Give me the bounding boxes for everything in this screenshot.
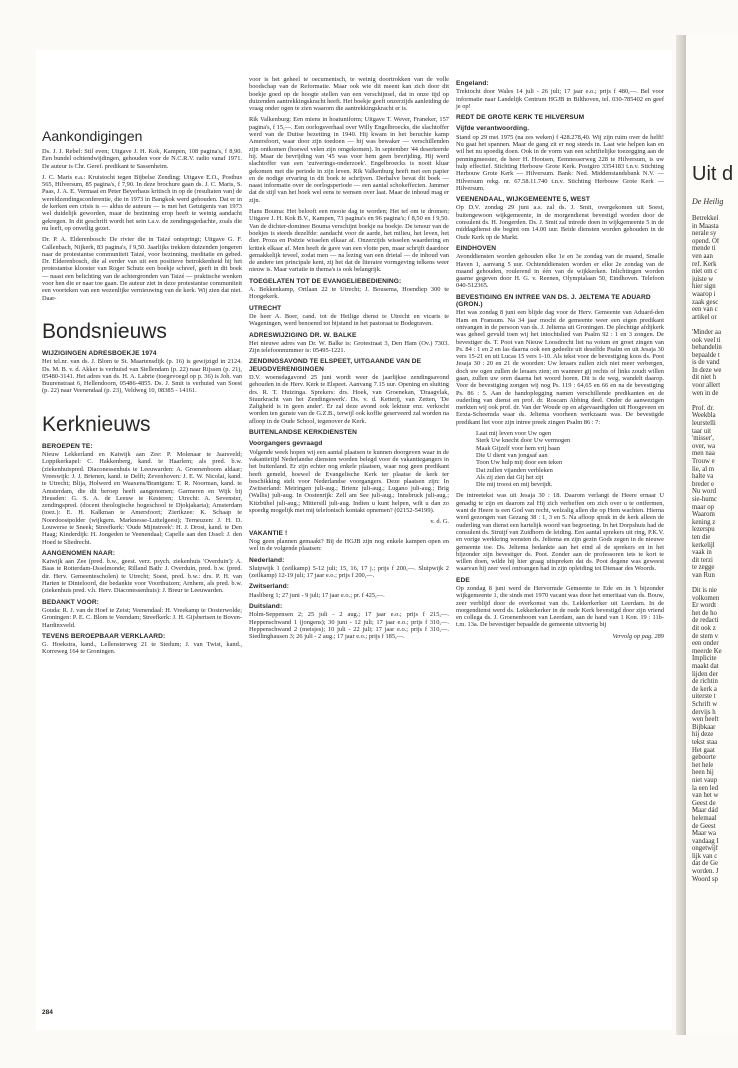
right-page-line: Maar wa xyxy=(692,830,716,838)
right-page-line: Dit is nie xyxy=(692,587,717,595)
right-page-line: Waarom xyxy=(692,511,715,519)
right-page-line: Weekbla xyxy=(692,412,716,420)
right-page-line: lijk van c xyxy=(692,852,718,860)
right-page-line: maar op xyxy=(692,503,715,511)
right-page-line: dit terzi xyxy=(692,556,713,564)
continued-note: Vervolg op pag. 289 xyxy=(612,632,664,640)
paragraph: Sluipwijk 1 (zeilkamp) 5-12 juli; 15, 16, 17 j.; prijs f 200,—. Sluipwijk 2 (zeilkamp) 12-19 juli; 17 jaar e.o.; prijs f 200,—. xyxy=(249,564,449,580)
right-page-line: dat de Ge xyxy=(692,860,719,868)
paragraph: De heer A. Boer, cand. tot de Heilige dienst te Utrecht en vicaris te Wageningen, werd benoemd tot bijstand in het pastoraat te Bodegraven. xyxy=(249,312,449,328)
paragraph: Het was zondag 8 juni een blijde dag voor de Herv. Gemeente van Aduard-den Ham en Fransum. Na 34 jaar mocht de gemeente weer een eigen predikant ontvangen in de persoon van ds. J. Jeltema uit Groningen. De plechtige afdijkerk was geheel gevuld toen wij het intochtslied van Psalm 92 : 1 en 3 zongen. De bevestiger ds. T. Poot van Nieuw Loosdrecht liet na votum en groet zingen van Ps. 84 : 1 en 2 en las daarna ook een gedeelte uit deselfde Psalm en uit Jesaja 30 vers 15-21 en uit Lucas 15 vers 1-10. Als tekst voor de bevestiging koos ds. Poot Jesaja 30 : 20 en 21 de woorden: Uw leraars zullen zich niet meer verbergen, doch uw ogen zullen de leraars zien; en wanneer gij rechts of links zoudt willen gaan, zullen uw oren daarna het woord horen. Dit is de weg, wandelt daarop. Voor de bevestiging zongen wij nog Ps. 119 : 64,65 en 66 en na de bevestiging Ps. 86 : 5. Aan de handoplegging namen verschillende predikanten en de ouderling van dienst en prof. dr. Roscam Abbing deel. Onder de aanwezigen merkten wij ook prof. dr. Van der Woude op en afgevaardigden uit Hoogeveen en Eexta-Scheemda waar ds. Jeltema voorheen werkzaam was. De bevestigde predikant liet voor zijn intree preek zingen Psalm 86 : 7: xyxy=(456,309,664,426)
right-page-line: hier sign xyxy=(692,283,716,291)
right-page-line: leurstelli xyxy=(692,420,716,428)
right-page-line: Het gaat xyxy=(692,746,715,754)
right-page-line: taar uit xyxy=(692,427,712,435)
paragraph: Op zondag 8 juni werd de Hervormde Gemeente te Ede en in 't bijzonder wijkgemeente 1, die sinds mei 1970 vacant was door het emeritaat van ds. Bouw, zeer verblijd door de overkomst van ds. Lekkerkerker uit Leerdam. In de morgendienst werd ds. Lekkerkerker in de oude Kerk bevestigd door zijn vriend en collega ds. J. Groenenboom van Leerdam, aan de hand van 1 Kon. 19 : 11b-t.m. 13a. De bevestiger bepaalde de gemeente uitvoerig bij xyxy=(456,585,664,629)
article-heading: VAKANTIE ! xyxy=(249,529,288,537)
column-1 xyxy=(42,128,242,660)
paragraph: Hasliberg 1; 27 juni - 9 juli; 17 jaar e.o.; pr. f 425,—. xyxy=(249,591,385,599)
paragraph: Ds. J. J. Rebel: Stil even; Uitgave J. H. Kok, Kampen, 108 pagina's, f 8,90. Een bundel ochtendwijdingen, gehouden voor de N.C.R.V. radio vanaf 1971. De auteur is Chr. Geref. predikant te Sassenheim. xyxy=(42,148,242,170)
paragraph: Hans Bouma: Het belooft een mooie dag te worden; Het tef om te dromen; Uitgave J. H. Kok B.V., Kampen, 73 pagina's en 96 pagina's; f 8,50 en f 9,50. Van de dichter-dominee Bouma verschijnt boekje na boekje. De tenour van de boekjes is steeds dezelfde: aandacht voor de aarde, het milieu, het leven, het dier. Proza en Poëzie wisselen elkaar af. Onzerzijds wisselen waardering en kritiek elkaar af. Men heeft de gave van een vlotte pen, maar schrijft daardoor gemakkelijk teveel, zodat men — na lezing van een drietal — de inhoud van de andere ten principale kent, zij het dat de literaire vormgeving telkens weer nieuw is. Maar variatie in thema's is ook belangrijk. xyxy=(249,208,449,274)
verse-line: Die U dient van jongsaf aan xyxy=(476,451,548,459)
right-page-line: maakt dat xyxy=(692,663,719,671)
right-page-line: Er wordt xyxy=(692,602,716,610)
right-page-line: worden. J xyxy=(692,868,719,876)
verse-line: Sterk Uw knecht door Uw vermogen xyxy=(476,437,571,445)
paragraph: G. Hoekstra, kand., Lellensterweg 21 te Stedum; J. van Twist, kand., Korreweg 164 te Groningen. xyxy=(42,641,242,656)
verse-line: Maak Gijzelf voor hem vrij baan xyxy=(476,444,560,452)
right-page-line: de redacti xyxy=(692,617,719,625)
right-page-line: behandelin xyxy=(692,344,722,352)
article-heading: BEDANKT VOOR: xyxy=(42,598,99,606)
verse-line: Die mij troost en mij bevrijdt. xyxy=(476,481,553,489)
right-page-line: ven aan xyxy=(692,252,713,260)
paragraph: J. C. Maris e.a.: Kruistocht tegen Bijbelse Zending; Uitgave E.O., Postbus 565, Hilversum, 85 pagina's, f 7,90. In deze brochure gaan ds. J. C. Maris, S. Paas, J. A. E. Vermaat en Peter Beyerhaus kritisch in op de (resultaten van) de wereldzendingsconferentie, die in 1973 in Bangkok werd gehouden. Dat er in de kerken een crisis is — aldus de auteurs — is met het Getuigenis van 1973 wel duidelijk geworden, maar de bezinning erop heeft te weinig aandacht gekregen. In dit geschrift wordt het sein t.a.v. de zendingsgedachte, zoals die nu leeft, op onveilig gezet. xyxy=(42,173,242,232)
right-page-line: een onder xyxy=(692,640,719,648)
paragraph: Stand op 29 mei 1975 (na zes weken) f 428.278,40. Wij zijn ruim over de helft! Nu gaat het spannen. Maar de gang zit er nog steeds in. Laat wie helpen kan en wil het nu spoedig doen. Ook in de vorm van een schriftelijke toezegging aan de penningmeester, de heer H. Hootsen, Eemnesserweg 228 te Hilversum, is uw hulp effectief. Stichting Herbouw Grote Kerk. Postgiro 3354183 t.n.v. Stichting Herbouw Grote Kerk — Hilversum. Bank: Ned. Middenstandsbank N.V. — Hilversum rekg. nr. 67.58.11.740 t.n.v. Stichting Herbouw Grote Kerk — Hilversum. xyxy=(456,133,664,192)
article-heading: Nederland: xyxy=(249,556,285,564)
right-page-line: uiterste t xyxy=(692,693,716,701)
right-page-line: lezerspu xyxy=(692,526,715,534)
right-page xyxy=(686,35,738,1035)
right-page-line: halte va xyxy=(692,473,714,481)
right-page-line: de kerk a xyxy=(692,685,717,693)
paragraph: De intreetekst was uit Jesaja 30 : 18. Daarom verlangt de Heere ernaar U genadig te zijn en daarom zal Hij zich verheffen om zich over u te ontfermen, want de Heere is een God van recht, welzalig allen die op Hem wachten. Hierna werd gezongen van Gezang 38 : 1, 3 en 5. Na afloop sprak in de kerk alleen de ouderling van dienst een hartelijk woord van begroeting. In het Dorpshuis had de consulent ds. Struijf van Zuidhorn de leiding. Een aantal sprekers uit ring, P.K.V. en vorige werkkring wensten ds. Jeltema en zijn gezin Gods zegen in de nieuwe gemeente toe. Ds. Jeltema bedankte aan het eind al de sprekers en in het bijzonder zijn bevestiger ds. Poot. Zonder aan de professoren iets te kort te willen doen, wilde hij hier graag uitspreken dat ds. Poot degene was geweest waarvan hij zeer veel ontvangen had in zijn opleiding tot Dienaar des Woords. xyxy=(456,492,664,573)
right-page-line: Implicite xyxy=(692,655,717,663)
paragraph: Avonddiensten worden gehouden elke 1e en 3e zondag van de maand, Smalle Haven 1, aanvang 5 uur. Ochtenddiensten worden er elke 2e zondag van de maand gehouden, roulerend in één van de wijkkerken. Inlichtingen worden gaarne gegeven door H. G. v. Reenen, Olympialaan 50, Eindhoven. Telefoon 040-512365. xyxy=(456,253,664,290)
right-page-line: het de ho xyxy=(692,609,717,617)
article-heading: REDT DE GROTE KERK TE HILVERSUM xyxy=(456,114,585,122)
section-heading: Kerknieuws xyxy=(42,412,151,436)
right-page-line: Trouw e xyxy=(692,458,715,465)
right-page-line: wen in de xyxy=(692,389,719,397)
article-heading: TOEGELATEN TOT DE EVANGELIEBEDIENING: xyxy=(249,277,402,285)
section-heading: Bondsnieuws xyxy=(42,319,167,343)
right-page-line: kerkelijl xyxy=(692,541,715,549)
verse-line: Dat zullen vijanden verbleken xyxy=(476,466,553,474)
paragraph: Op D.V. zondag 29 juni a.s. zal ds. J. Smit, overgekomen uit Soest, buitengewoon wijkgemeente, in de morgendienst bevestigd worden door de consulent ds. H. Jongerden. Ds. J. Smit zal intrede doen in wijkgemeente 5 in de middagdienst die begint om 14.00 uur. Beide diensten worden gehouden in de Oude Kerk op de Markt. xyxy=(456,204,664,241)
section-heading: Aankondigingen xyxy=(42,128,143,144)
right-page-line: Geest de xyxy=(692,799,716,807)
right-page-line: van Run xyxy=(692,571,715,579)
right-page-line: sie-humc xyxy=(692,495,717,503)
page-number: 284 xyxy=(42,1009,53,1016)
article-heading: ZENDINGSAVOND TE ELSPEET, UITGAANDE VAN DE JEUGDVERENIGINGEN xyxy=(249,358,422,373)
right-page-line: tekst staa xyxy=(692,738,718,746)
right-page-line: nerale sy xyxy=(692,230,717,238)
right-page-line: het hele xyxy=(692,761,714,769)
article-heading: Engeland: xyxy=(456,80,489,87)
article-heading: Vijfde verantwoording. xyxy=(456,125,530,133)
right-page-line: meerde Ke xyxy=(692,647,722,655)
right-page-line: waarop i xyxy=(692,290,716,298)
paragraph: Nog geen plannen gemaakt? Bij de HGJB zijn nog enkele kampen open en wel in de volgende plaatsen: xyxy=(249,537,449,553)
right-page-line: ten die xyxy=(692,533,711,541)
right-page-line: Bijbkaar xyxy=(692,723,716,731)
article-heading: BEROEPEN TE: xyxy=(42,442,93,450)
right-page-line: over, wa xyxy=(692,442,716,450)
right-page-line: Prof. dr. xyxy=(692,404,715,412)
article-heading: Voorgangers gevraagd xyxy=(249,440,323,448)
right-page-line: juiste w xyxy=(692,275,714,283)
right-page-line: van het w xyxy=(692,792,719,800)
right-page-line: hij deze xyxy=(692,731,714,739)
paragraph: Gouda: R. J. van de Hoef te Zeist; Veenendaal: H. Vreekamp te Oosterwolde; Groningen: P. E. C. Blom te Veendam; Streefkerk: J. H. Gijsbertsen te Boven-Hardinxveld. xyxy=(42,606,242,629)
article-heading: UTRECHT xyxy=(249,304,282,312)
right-page-line: volkomen xyxy=(692,594,720,602)
verse-line: Laat mij leven voor Uw ogen xyxy=(476,430,552,438)
right-page-line: Schrift w xyxy=(692,701,718,708)
paragraph: A. Bekkenkamp, Ortlaan 22 te Utrecht; J. Bousema, Hoendiep 300 te Hoogekerk. xyxy=(249,286,449,301)
paragraph: D.V. woensdagavond 25 juni wordt weer de jaarlijkse zendingsavond gehouden in de Herv. Kerk te Elspeet. Aanvang 7.15 uur. Opening en sluiting drs. R. T. Huizinga. Sprekers: drs. Hoek, van Groenekan, 'Draagvlak, Stuurkracht van het Zendingswerk'. Ds. v. d. Ketterij, van Zetten, 'De Zaligheid is in geen ander'. Er zal deze avond ook lektuur enz. verkocht worden ten gunste van de G.Z.B., terwijl ook koffie geserveerd zal worden na afloop in de Oude School, tegenover de Kerk. xyxy=(249,373,449,425)
right-page-line: 'Minder aa xyxy=(692,328,721,336)
article-heading: EINDHOVEN xyxy=(456,244,497,252)
right-page-line: een van c xyxy=(692,306,718,314)
right-page-line: 'misser', xyxy=(692,435,714,443)
right-page-line xyxy=(692,321,738,329)
paragraph: voor is het geheel te oecumenisch, te weinig doortrokken van de volle boodschap van de Reformatie. Maar ook wie dit meent kan zich door dit boekje goed op de hoogte stellen van een verschijnsel, dat in onze tijd op duizenden aantrekkingskracht heeft. Het boekje geeft onzerzijds aanleiding de vraag onder ogen te zien waarom die aantrekkingskracht er is. xyxy=(249,76,449,113)
right-page-line xyxy=(692,397,738,405)
article-heading: BEVESTIGING EN INTREE VAN DS. J. JELTEMA TE ADUARD (GRON.) xyxy=(456,293,651,309)
right-page-line: opend. Of xyxy=(692,237,720,245)
right-page-line: in Maasta xyxy=(692,222,719,230)
right-page-line: Maar dád xyxy=(692,807,718,815)
signature: v. d. G. xyxy=(430,518,449,526)
right-page-line: dervijs h xyxy=(692,708,716,716)
right-page-line: mende ti xyxy=(692,245,716,253)
right-page-line: dit ook z xyxy=(692,625,716,633)
right-page-line: lijden der xyxy=(692,670,718,678)
right-page-line: men naa xyxy=(692,450,715,458)
paragraph: Trektocht door Wales 14 juli - 26 juli; 17 jaar e.o.; prijs f 480,—. Bel voor informatie naar Landelijk Centrum HGJB in Bilthoven, tel. 030-785402 en geef je op! xyxy=(456,88,664,110)
right-page-line: de stem v xyxy=(692,632,719,640)
paragraph: Rik Valkenburg: Een miens in hoatuniform; Uitgave T. Wever, Franeker, 157 pagina's, f 15,—. Een oorlogsverhaal over Willy Engelbroecks, die slachtoffer werd van de Duitse bezetting in 1940. Hij kwam in het beruchte kamp Amersfoort, waar door zijn toedoen — hij was bewaker — verschillenden zijn ontkomen (hoewel velen zijn omgekomen). In september '44 deserteerde hij. Maar de bevrijding van '45 was voor hem geen bevrijding. Hij werd slachtoffer van een 'zuiverings-onderzoek'. Engelbroecks is nooit kluar gekomen met die periode in zijn leven. Rik Valkenburg heeft met een papier en de nodige ervaring in dit boek te schrijven. Derhalve bevat dit boek — naast informatie over de oorlogsperiode — een aantal schokeffecten. Jammer dat de stijl van het boek wel eens te wensen over laat. Maar de inhoud mag er zijn. xyxy=(249,116,449,204)
right-page-line: artikel or xyxy=(692,313,717,321)
verse-line: Als zij zien dat Gij het zijt xyxy=(476,473,544,481)
column-3 xyxy=(456,76,664,640)
right-page-title: Uit d xyxy=(692,163,734,185)
article-heading: VEENENDAAL, WIJKGEMEENTE 5, WEST xyxy=(456,196,590,204)
right-page-line: vandaag I xyxy=(692,837,719,845)
right-page-line: te zegge xyxy=(692,564,715,572)
paragraph: Het tel.nr. van ds. J. Blom te St. Maartensdijk (p. 16) is gewijzigd in 2124. Ds. M. B. v. d. Akker is verhuisd van Stellendam (p. 22) naar Rijssen (p. 21), 05480-3141. Het adres van ds. H. A. Labrie (toegevoegd op p. 36) is Joh. van Buurenstraat 6, Hellendoorn, 05486-4855. Ds. J. Smit is verhuisd van Soest (p. 22) naar Veenendaal (p. 23), Veldweg 10, 08385 - 14161. xyxy=(42,358,242,395)
right-page-line: geboorte xyxy=(692,754,716,762)
article-heading: TEVENS BEROEPBAAR VERKLAARD: xyxy=(42,632,166,640)
right-page-line: Betrekkel xyxy=(692,215,719,222)
paragraph: Holm-Seppensen 2; 25 juli - 2 aug.; 17 jaar e.o.; prijs f 215,—. Heppenschwand 1 (jongens); 30 juni - 12 juli; 17 jaar e.o.; prijs f 310,—. Heppenschwand 2 (meisjes); 10 juli - 22 juli; 17 jaar e.o.; prijs f 310,—. Siedlinghausen 3; 26 juli - 2 aug.; 17 jaar e.o.; prijs f 185,—. xyxy=(249,611,449,641)
right-page-line xyxy=(692,580,738,588)
article-heading: WIJZIGINGEN ADRESBOEKJE 1974 xyxy=(42,349,157,357)
article-heading: AANGENOMEN NAAR: xyxy=(42,549,116,557)
right-page-line: ongetwijf xyxy=(692,845,719,853)
article-heading: EDE xyxy=(456,576,470,584)
article-heading: Duitsland: xyxy=(249,603,283,610)
book-spine xyxy=(676,35,686,1035)
right-page-line: ook veel ti xyxy=(692,336,721,344)
article-heading: BUITENLANDSE KERKDIENSTEN xyxy=(249,429,358,437)
right-page-line: breder e xyxy=(692,480,715,488)
article-heading: ADRESWIJZIGING DR. W. BALKE xyxy=(249,331,357,339)
right-page-line: Nu word xyxy=(692,488,716,496)
right-page-line: la een led xyxy=(692,784,719,792)
right-page-line: helemaal xyxy=(692,814,717,822)
right-page-line: Woord sp xyxy=(692,875,719,883)
column-2 xyxy=(249,76,449,644)
right-page-line: dit niet h xyxy=(692,374,717,382)
right-page-subtitle: De Heilig xyxy=(692,197,724,206)
verse-line: Toon Uw hulp mij door een teken xyxy=(476,459,563,467)
right-page-line: niet om c xyxy=(692,268,718,276)
right-page-line: vaak in xyxy=(692,549,712,557)
right-page-line: niet vaup xyxy=(692,776,718,784)
right-page-line: de richtin xyxy=(692,678,718,686)
right-page-text xyxy=(692,215,738,883)
right-page-line: heen hij xyxy=(692,769,714,777)
right-page-line: zaak gesc xyxy=(692,298,719,306)
paragraph: Het nieuwe adres van Dr. W. Balke is: Grotestraat 3, Den Ham (Ov.) 7303. Zijn telefoonnummer is: 05495-1221. xyxy=(249,339,449,355)
right-page-line: voor allert xyxy=(692,382,721,390)
right-page-line: de Geest xyxy=(692,822,716,830)
right-page-line: ref. Kerk xyxy=(692,260,717,268)
right-page-line: bepaalde t xyxy=(692,351,720,359)
right-page-line: In deze we xyxy=(692,366,722,374)
paragraph: Nieuw Lekkerland en Katwijk aan Zee: P. Molenaar te Jaarsveld; Loppikerkapel: C. Hakkenberg, kand. te Haarlem; als pred. b.w. (ziekenhuispred. Diaconessenhuis te Leeuwarden: A. Groenenboom aldaar; Vreeswijk: J. J. Brienen, kand. te Delft; Zevenhoven: J. E. W. Nicolai, kand. te Utrecht; Blija, Holwerd en Waaxens/Brantgum: T. R. Noorman, kand. te Amsterdam, die dit beroep heeft aangenomen; Garmeren en Wijk bij Heusden: G. S. A. de Leeuw te Kesteren; Utrecht: A. Sevenster, zendingspred. (docent theologische hogeschool te Djokjakarta); Amsterdam (toez.): E. H. Kalkman te Amersfoort; Zierikzee: K. Schaap te Noordoostpolder (wijkgem. Marknesse-Luttelgeest); Terneuzen: J. H. D. Louwerse te Sneek; Streefkerk: 'Oude Mijnstreek': H. J. Drost, kand. te Den Haag; Kinderdijk: H. Jongeden te Veenendaal; Capelle aan den IJssel: J. den Hoed te Sliedrecht. xyxy=(42,451,242,546)
right-page-line: wen heeft xyxy=(692,716,719,724)
right-page-line: kening z xyxy=(692,518,716,526)
paragraph: Volgende week hopen wij een aantal plaatsen te kunnen doorgeven waar in de vakantietijd Nederlandse diensten worden belegd voor de vakantiegangers in het buitenland. Er zijn echter nog enkele plaatsen, waar nog geen predikant heeft gemeld, hoewel de Evangelische Kerk ter plaatse de kerk ter beschikking stelt voor Nederlandse voorgangers. Deze plaatsen zijn: In Zwitserland: Meiringen juli-aug.; Brienz juli-aug.; Lugano juli-aug.; Brig (Wallis) juli-aug. In Oostenrijk: Zell am See juli-aug.; Innsbruck juli-aug.; Kitzbühel juli-aug.; Mittersill juli-aug. Indien u kunt helpen, wilt u dan zo spoedig mogelijk met mij telefonisch kontakt opnemen? (02152-54199). xyxy=(249,448,449,515)
right-page-line: is de vand xyxy=(692,359,720,367)
article-heading: Zwitserland: xyxy=(249,583,290,591)
paragraph: Katwijk aan Zee (pred. b.w., geest. verz. psych. ziekenhuis 'Overduin'): A. Baas te Rotterdam-IJsselmonde; Rilland Bath: J. Overduin, pred. b.w. (pred. dir. Herv. Gemeentescholen) te Utrecht; Soest, pred. b.w.: drs. P. H. van Harten te Dinteloord, die bedankte voor Voorthuizen; Arnhem, als pred. b.w. (ziekenhuis pred. v.h. Herv. Diaconessenhuis): J. Breur te Leeuwarden. xyxy=(42,558,242,595)
verse-block xyxy=(476,430,664,488)
paragraph: Dr. P. A. Elderenbosch: De rivier die in Taizé ontspringt; Uitgave G. F. Callenbach, Nijkerk, 83 pagina's, f 9,50. Jaarlijks trekken duizenden jongeren naar de protestantse communiteit Taizé, voor bezinning, meditatie en gebed. Dr. Elderenbosch, die al eerder van uit een positieve betrokkenheid bij het protestantse klooster van Roger Schutz een boekje schreef, geeft in dit boek — naast een belichting van de achtergronden van Taizé — praktische wenken voor hen die er naar toe gaan. De auteur ziet in deze protestantse communiteit een voorteken van een wezenlijke vernieuwing van de kerk. Wij zien dat niet. Daar- xyxy=(42,236,242,302)
right-page-line: lie, al m xyxy=(692,465,715,473)
